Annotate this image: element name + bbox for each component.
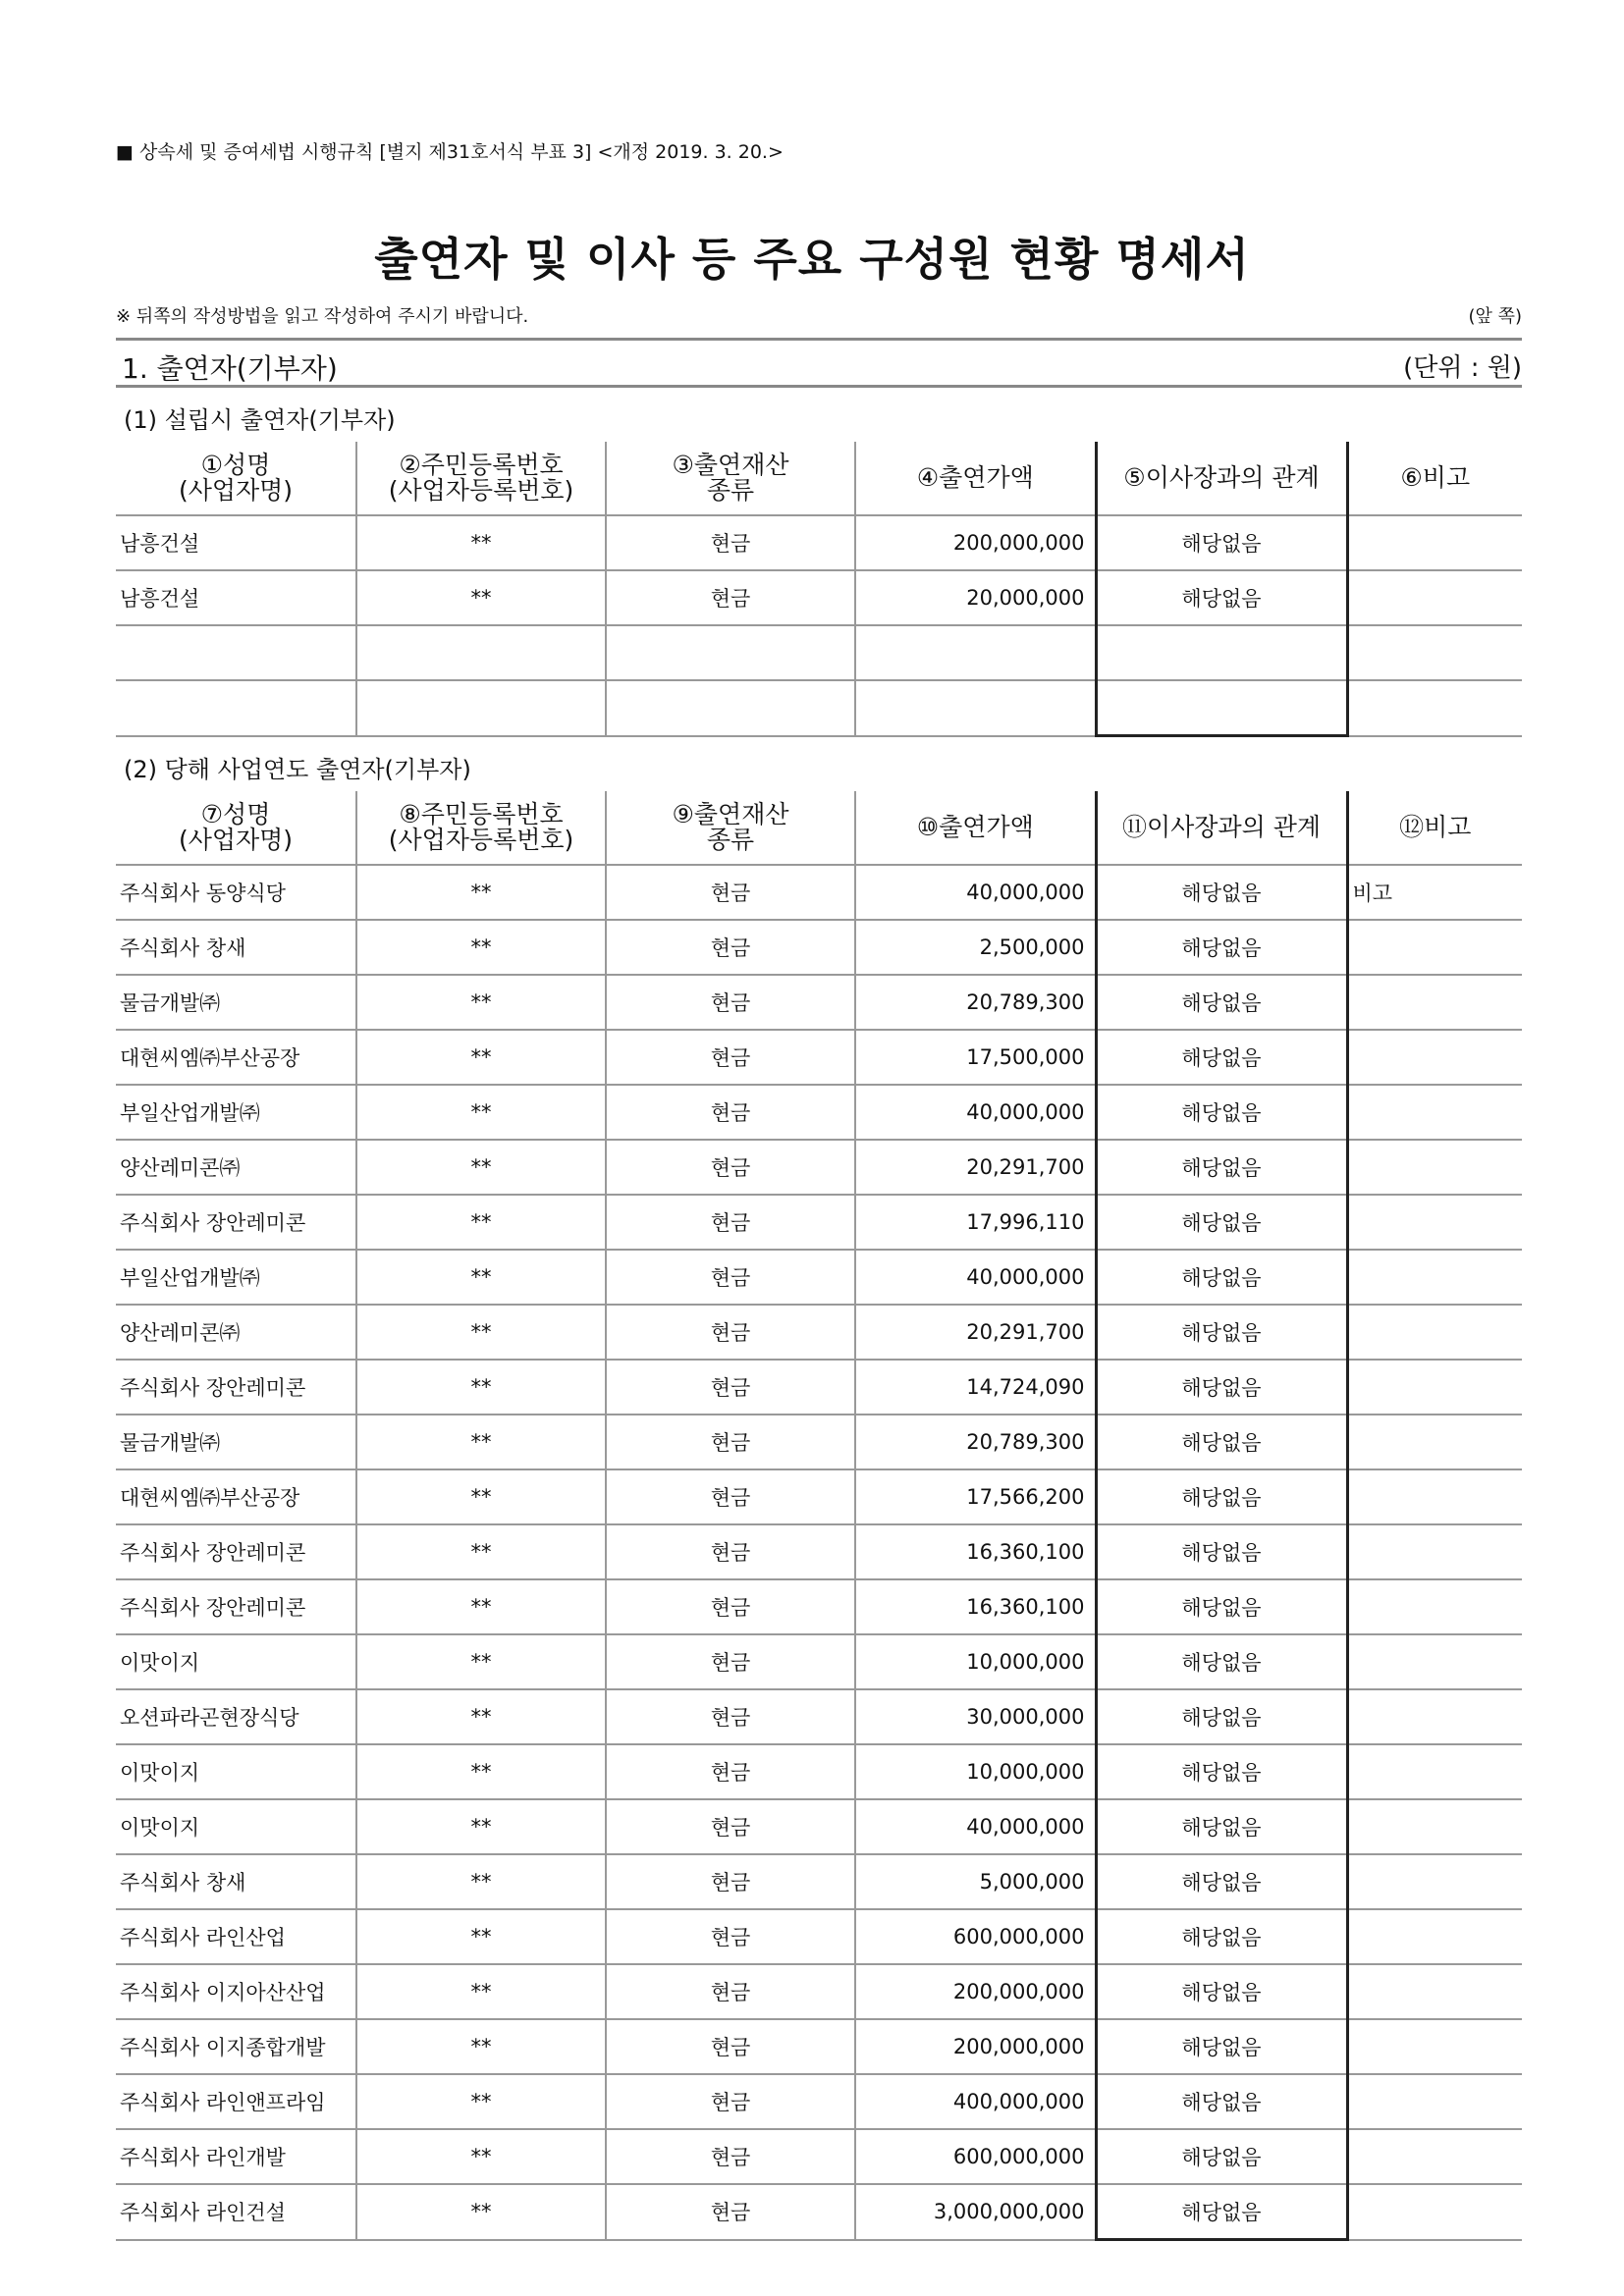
cell-amount: 20,000,000 xyxy=(855,570,1096,625)
cell-relation: 해당없음 xyxy=(1096,570,1347,625)
cell-id-number: ** xyxy=(356,865,606,920)
cell-id-number: ** xyxy=(356,1744,606,1799)
cell-id-number: ** xyxy=(356,515,606,570)
table-row xyxy=(116,1250,1522,1305)
cell-remarks xyxy=(1347,1415,1522,1469)
cell-id-number: ** xyxy=(356,975,606,1030)
cell-amount: 17,566,200 xyxy=(855,1469,1096,1524)
cell-remarks xyxy=(1347,2184,1522,2240)
table-row xyxy=(116,680,1522,736)
table-row xyxy=(116,1469,1522,1524)
table-row xyxy=(116,1854,1522,1909)
cell-name: 물금개발㈜ xyxy=(116,1415,356,1469)
cell-amount: 16,360,100 xyxy=(855,1524,1096,1579)
cell-relation: 해당없음 xyxy=(1096,1579,1347,1634)
cell-asset-type: 현금 xyxy=(606,1085,855,1140)
cell-asset-type: 현금 xyxy=(606,1250,855,1305)
cell-id-number: ** xyxy=(356,2129,606,2184)
cell-relation xyxy=(1096,680,1347,736)
cell-id-number: ** xyxy=(356,1195,606,1250)
table-header-row xyxy=(116,442,1522,515)
cell-remarks xyxy=(1347,680,1522,736)
cell-asset-type: 현금 xyxy=(606,1689,855,1744)
section-divider xyxy=(116,385,1522,388)
cell-name: 이맛이지 xyxy=(116,1799,356,1854)
cell-name: 주식회사 이지아산산업 xyxy=(116,1964,356,2019)
cell-remarks xyxy=(1347,2074,1522,2129)
table-row xyxy=(116,1524,1522,1579)
cell-relation: 해당없음 xyxy=(1096,2074,1347,2129)
cell-name: 부일산업개발㈜ xyxy=(116,1085,356,1140)
cell-id-number: ** xyxy=(356,1524,606,1579)
cell-relation: 해당없음 xyxy=(1096,1360,1347,1415)
cell-relation: 해당없음 xyxy=(1096,1909,1347,1964)
cell-remarks xyxy=(1347,1909,1522,1964)
cell-asset-type: 현금 xyxy=(606,2074,855,2129)
cell-remarks xyxy=(1347,1689,1522,1744)
cell-asset-type: 현금 xyxy=(606,515,855,570)
cell-relation: 해당없음 xyxy=(1096,1744,1347,1799)
cell-name: 주식회사 이지종합개발 xyxy=(116,2019,356,2074)
cell-remarks xyxy=(1347,515,1522,570)
cell-name: 이맛이지 xyxy=(116,1634,356,1689)
cell-name: 주식회사 장안레미콘 xyxy=(116,1360,356,1415)
cell-asset-type: 현금 xyxy=(606,975,855,1030)
cell-id-number: ** xyxy=(356,1250,606,1305)
cell-relation: 해당없음 xyxy=(1096,515,1347,570)
cell-id-number: ** xyxy=(356,2184,606,2240)
cell-name: 양산레미콘㈜ xyxy=(116,1140,356,1195)
instruction-note: ※ 뒤쪽의 작성방법을 읽고 작성하여 주시기 바랍니다. xyxy=(116,306,529,327)
header-relation: ⑪이사장과의 관계 xyxy=(1096,791,1347,865)
table-row xyxy=(116,1799,1522,1854)
cell-id-number: ** xyxy=(356,1689,606,1744)
cell-remarks xyxy=(1347,1195,1522,1250)
cell-amount: 20,291,700 xyxy=(855,1140,1096,1195)
cell-amount: 40,000,000 xyxy=(855,1250,1096,1305)
cell-amount: 20,789,300 xyxy=(855,975,1096,1030)
cell-name: 주식회사 창새 xyxy=(116,1854,356,1909)
header-amount: ⑩출연가액 xyxy=(855,791,1096,865)
section1-heading: 1. 출연자(기부자) xyxy=(122,352,338,385)
table-row xyxy=(116,2129,1522,2184)
cell-remarks xyxy=(1347,625,1522,680)
cell-id-number: ** xyxy=(356,1634,606,1689)
table-row xyxy=(116,1195,1522,1250)
cell-amount: 600,000,000 xyxy=(855,2129,1096,2184)
cell-relation: 해당없음 xyxy=(1096,1250,1347,1305)
cell-amount: 200,000,000 xyxy=(855,2019,1096,2074)
cell-amount: 10,000,000 xyxy=(855,1744,1096,1799)
cell-name: 오션파라곤현장식당 xyxy=(116,1689,356,1744)
table-header-row xyxy=(116,791,1522,865)
cell-remarks xyxy=(1347,1744,1522,1799)
cell-name: 양산레미콘㈜ xyxy=(116,1305,356,1360)
cell-relation: 해당없음 xyxy=(1096,920,1347,975)
cell-relation xyxy=(1096,625,1347,680)
cell-id-number: ** xyxy=(356,1964,606,2019)
part2-heading: (2) 당해 사업연도 출연자(기부자) xyxy=(124,756,471,783)
cell-name: 주식회사 라인산업 xyxy=(116,1909,356,1964)
cell-remarks xyxy=(1347,1854,1522,1909)
cell-id-number: ** xyxy=(356,1305,606,1360)
cell-name: 주식회사 라인앤프라임 xyxy=(116,2074,356,2129)
cell-id-number xyxy=(356,680,606,736)
cell-remarks xyxy=(1347,1469,1522,1524)
cell-remarks xyxy=(1347,1140,1522,1195)
cell-remarks xyxy=(1347,1964,1522,2019)
cell-asset-type xyxy=(606,625,855,680)
header-remarks: ⑥비고 xyxy=(1347,442,1522,515)
table-row xyxy=(116,1634,1522,1689)
table-row xyxy=(116,1360,1522,1415)
cell-relation: 해당없음 xyxy=(1096,1964,1347,2019)
cell-remarks xyxy=(1347,975,1522,1030)
cell-asset-type: 현금 xyxy=(606,1030,855,1085)
header-asset-type: ③출연재산 종류 xyxy=(606,442,855,515)
cell-name: 주식회사 장안레미콘 xyxy=(116,1579,356,1634)
table-row xyxy=(116,1909,1522,1964)
cell-asset-type: 현금 xyxy=(606,1744,855,1799)
law-reference: ■ 상속세 및 증여세법 시행규칙 [별지 제31호서식 부표 3] <개정 2019. 3. 20.> xyxy=(116,141,784,163)
cell-relation: 해당없음 xyxy=(1096,2129,1347,2184)
cell-id-number: ** xyxy=(356,1360,606,1415)
cell-asset-type: 현금 xyxy=(606,865,855,920)
cell-id-number: ** xyxy=(356,1140,606,1195)
table-row xyxy=(116,2184,1522,2240)
cell-remarks xyxy=(1347,570,1522,625)
cell-amount: 20,789,300 xyxy=(855,1415,1096,1469)
cell-remarks xyxy=(1347,1634,1522,1689)
cell-relation: 해당없음 xyxy=(1096,1140,1347,1195)
cell-remarks xyxy=(1347,1305,1522,1360)
cell-asset-type: 현금 xyxy=(606,1305,855,1360)
part1-heading: (1) 설립시 출연자(기부자) xyxy=(124,406,396,434)
cell-name: 대현씨엠㈜부산공장 xyxy=(116,1030,356,1085)
section-divider xyxy=(116,338,1522,341)
cell-amount: 200,000,000 xyxy=(855,515,1096,570)
cell-asset-type: 현금 xyxy=(606,1909,855,1964)
cell-asset-type: 현금 xyxy=(606,1854,855,1909)
cell-remarks xyxy=(1347,920,1522,975)
cell-asset-type: 현금 xyxy=(606,1524,855,1579)
cell-id-number: ** xyxy=(356,1030,606,1085)
unit-label: (단위 : 원) xyxy=(1403,353,1522,383)
table-row xyxy=(116,1744,1522,1799)
cell-asset-type: 현금 xyxy=(606,2184,855,2240)
cell-amount: 14,724,090 xyxy=(855,1360,1096,1415)
header-id-number: ⑧주민등록번호 (사업자등록번호) xyxy=(356,791,606,865)
cell-asset-type xyxy=(606,680,855,736)
cell-amount: 10,000,000 xyxy=(855,1634,1096,1689)
cell-relation: 해당없음 xyxy=(1096,1415,1347,1469)
table-row xyxy=(116,1964,1522,2019)
cell-asset-type: 현금 xyxy=(606,1469,855,1524)
cell-relation: 해당없음 xyxy=(1096,1195,1347,1250)
cell-amount: 200,000,000 xyxy=(855,1964,1096,2019)
cell-relation: 해당없음 xyxy=(1096,1305,1347,1360)
cell-amount: 17,500,000 xyxy=(855,1030,1096,1085)
cell-id-number: ** xyxy=(356,1415,606,1469)
cell-id-number: ** xyxy=(356,1909,606,1964)
cell-name: 주식회사 라인건설 xyxy=(116,2184,356,2240)
cell-remarks xyxy=(1347,1085,1522,1140)
cell-relation: 해당없음 xyxy=(1096,1469,1347,1524)
header-relation: ⑤이사장과의 관계 xyxy=(1096,442,1347,515)
cell-asset-type: 현금 xyxy=(606,2019,855,2074)
cell-id-number: ** xyxy=(356,1469,606,1524)
cell-asset-type: 현금 xyxy=(606,2129,855,2184)
cell-amount: 30,000,000 xyxy=(855,1689,1096,1744)
cell-amount: 3,000,000,000 xyxy=(855,2184,1096,2240)
cell-id-number: ** xyxy=(356,920,606,975)
cell-remarks xyxy=(1347,1360,1522,1415)
header-name: ①성명 (사업자명) xyxy=(116,442,356,515)
cell-name: 대현씨엠㈜부산공장 xyxy=(116,1469,356,1524)
cell-relation: 해당없음 xyxy=(1096,1524,1347,1579)
cell-asset-type: 현금 xyxy=(606,1360,855,1415)
cell-name: 주식회사 장안레미콘 xyxy=(116,1195,356,1250)
table-row xyxy=(116,865,1522,920)
cell-id-number: ** xyxy=(356,1854,606,1909)
cell-id-number xyxy=(356,625,606,680)
cell-id-number: ** xyxy=(356,570,606,625)
side-label: (앞 쪽) xyxy=(1468,306,1522,327)
cell-id-number: ** xyxy=(356,1579,606,1634)
cell-remarks xyxy=(1347,2129,1522,2184)
cell-amount: 40,000,000 xyxy=(855,865,1096,920)
cell-id-number: ** xyxy=(356,2019,606,2074)
table-row xyxy=(116,1140,1522,1195)
cell-amount: 400,000,000 xyxy=(855,2074,1096,2129)
cell-name: 남흥건설 xyxy=(116,570,356,625)
page-title: 출연자 및 이사 등 주요 구성원 현황 명세서 xyxy=(374,233,1250,286)
cell-name: 부일산업개발㈜ xyxy=(116,1250,356,1305)
table-row xyxy=(116,1085,1522,1140)
cell-asset-type: 현금 xyxy=(606,1799,855,1854)
cell-asset-type: 현금 xyxy=(606,1579,855,1634)
header-remarks: ⑫비고 xyxy=(1347,791,1522,865)
cell-asset-type: 현금 xyxy=(606,1415,855,1469)
cell-id-number: ** xyxy=(356,1085,606,1140)
cell-relation: 해당없음 xyxy=(1096,975,1347,1030)
cell-remarks xyxy=(1347,1579,1522,1634)
cell-relation: 해당없음 xyxy=(1096,2019,1347,2074)
table-row xyxy=(116,1415,1522,1469)
cell-name: 이맛이지 xyxy=(116,1744,356,1799)
header-amount: ④출연가액 xyxy=(855,442,1096,515)
cell-relation: 해당없음 xyxy=(1096,1085,1347,1140)
cell-amount: 17,996,110 xyxy=(855,1195,1096,1250)
cell-remarks xyxy=(1347,2019,1522,2074)
cell-name: 주식회사 라인개발 xyxy=(116,2129,356,2184)
cell-amount: 40,000,000 xyxy=(855,1085,1096,1140)
cell-relation: 해당없음 xyxy=(1096,1634,1347,1689)
cell-remarks xyxy=(1347,1799,1522,1854)
table-row xyxy=(116,975,1522,1030)
cell-id-number: ** xyxy=(356,1799,606,1854)
cell-relation: 해당없음 xyxy=(1096,2184,1347,2240)
table-row xyxy=(116,515,1522,570)
cell-amount: 20,291,700 xyxy=(855,1305,1096,1360)
cell-remarks xyxy=(1347,1524,1522,1579)
cell-name: 남흥건설 xyxy=(116,515,356,570)
cell-name: 주식회사 창새 xyxy=(116,920,356,975)
table-row xyxy=(116,1689,1522,1744)
cell-relation: 해당없음 xyxy=(1096,1854,1347,1909)
cell-amount: 5,000,000 xyxy=(855,1854,1096,1909)
cell-asset-type: 현금 xyxy=(606,570,855,625)
founding-donors-table xyxy=(116,442,1522,737)
table-row xyxy=(116,1305,1522,1360)
cell-asset-type: 현금 xyxy=(606,920,855,975)
cell-asset-type: 현금 xyxy=(606,1964,855,2019)
cell-name xyxy=(116,680,356,736)
cell-name: 물금개발㈜ xyxy=(116,975,356,1030)
table-row xyxy=(116,570,1522,625)
cell-name xyxy=(116,625,356,680)
cell-amount xyxy=(855,680,1096,736)
cell-name: 주식회사 장안레미콘 xyxy=(116,1524,356,1579)
current-year-donors-table xyxy=(116,791,1522,2241)
cell-amount xyxy=(855,625,1096,680)
cell-name: 주식회사 동양식당 xyxy=(116,865,356,920)
table-row xyxy=(116,2074,1522,2129)
cell-amount: 16,360,100 xyxy=(855,1579,1096,1634)
cell-asset-type: 현금 xyxy=(606,1634,855,1689)
cell-relation: 해당없음 xyxy=(1096,1030,1347,1085)
table-row xyxy=(116,920,1522,975)
header-name: ⑦성명 (사업자명) xyxy=(116,791,356,865)
cell-asset-type: 현금 xyxy=(606,1140,855,1195)
cell-id-number: ** xyxy=(356,2074,606,2129)
cell-remarks xyxy=(1347,1250,1522,1305)
table-row xyxy=(116,2019,1522,2074)
cell-relation: 해당없음 xyxy=(1096,865,1347,920)
cell-remarks xyxy=(1347,1030,1522,1085)
cell-remarks: 비고 xyxy=(1347,865,1522,920)
cell-amount: 600,000,000 xyxy=(855,1909,1096,1964)
cell-asset-type: 현금 xyxy=(606,1195,855,1250)
table-row xyxy=(116,1579,1522,1634)
table-row xyxy=(116,625,1522,680)
cell-amount: 2,500,000 xyxy=(855,920,1096,975)
table-row xyxy=(116,1030,1522,1085)
header-id-number: ②주민등록번호 (사업자등록번호) xyxy=(356,442,606,515)
header-asset-type: ⑨출연재산 종류 xyxy=(606,791,855,865)
cell-relation: 해당없음 xyxy=(1096,1689,1347,1744)
cell-relation: 해당없음 xyxy=(1096,1799,1347,1854)
cell-amount: 40,000,000 xyxy=(855,1799,1096,1854)
